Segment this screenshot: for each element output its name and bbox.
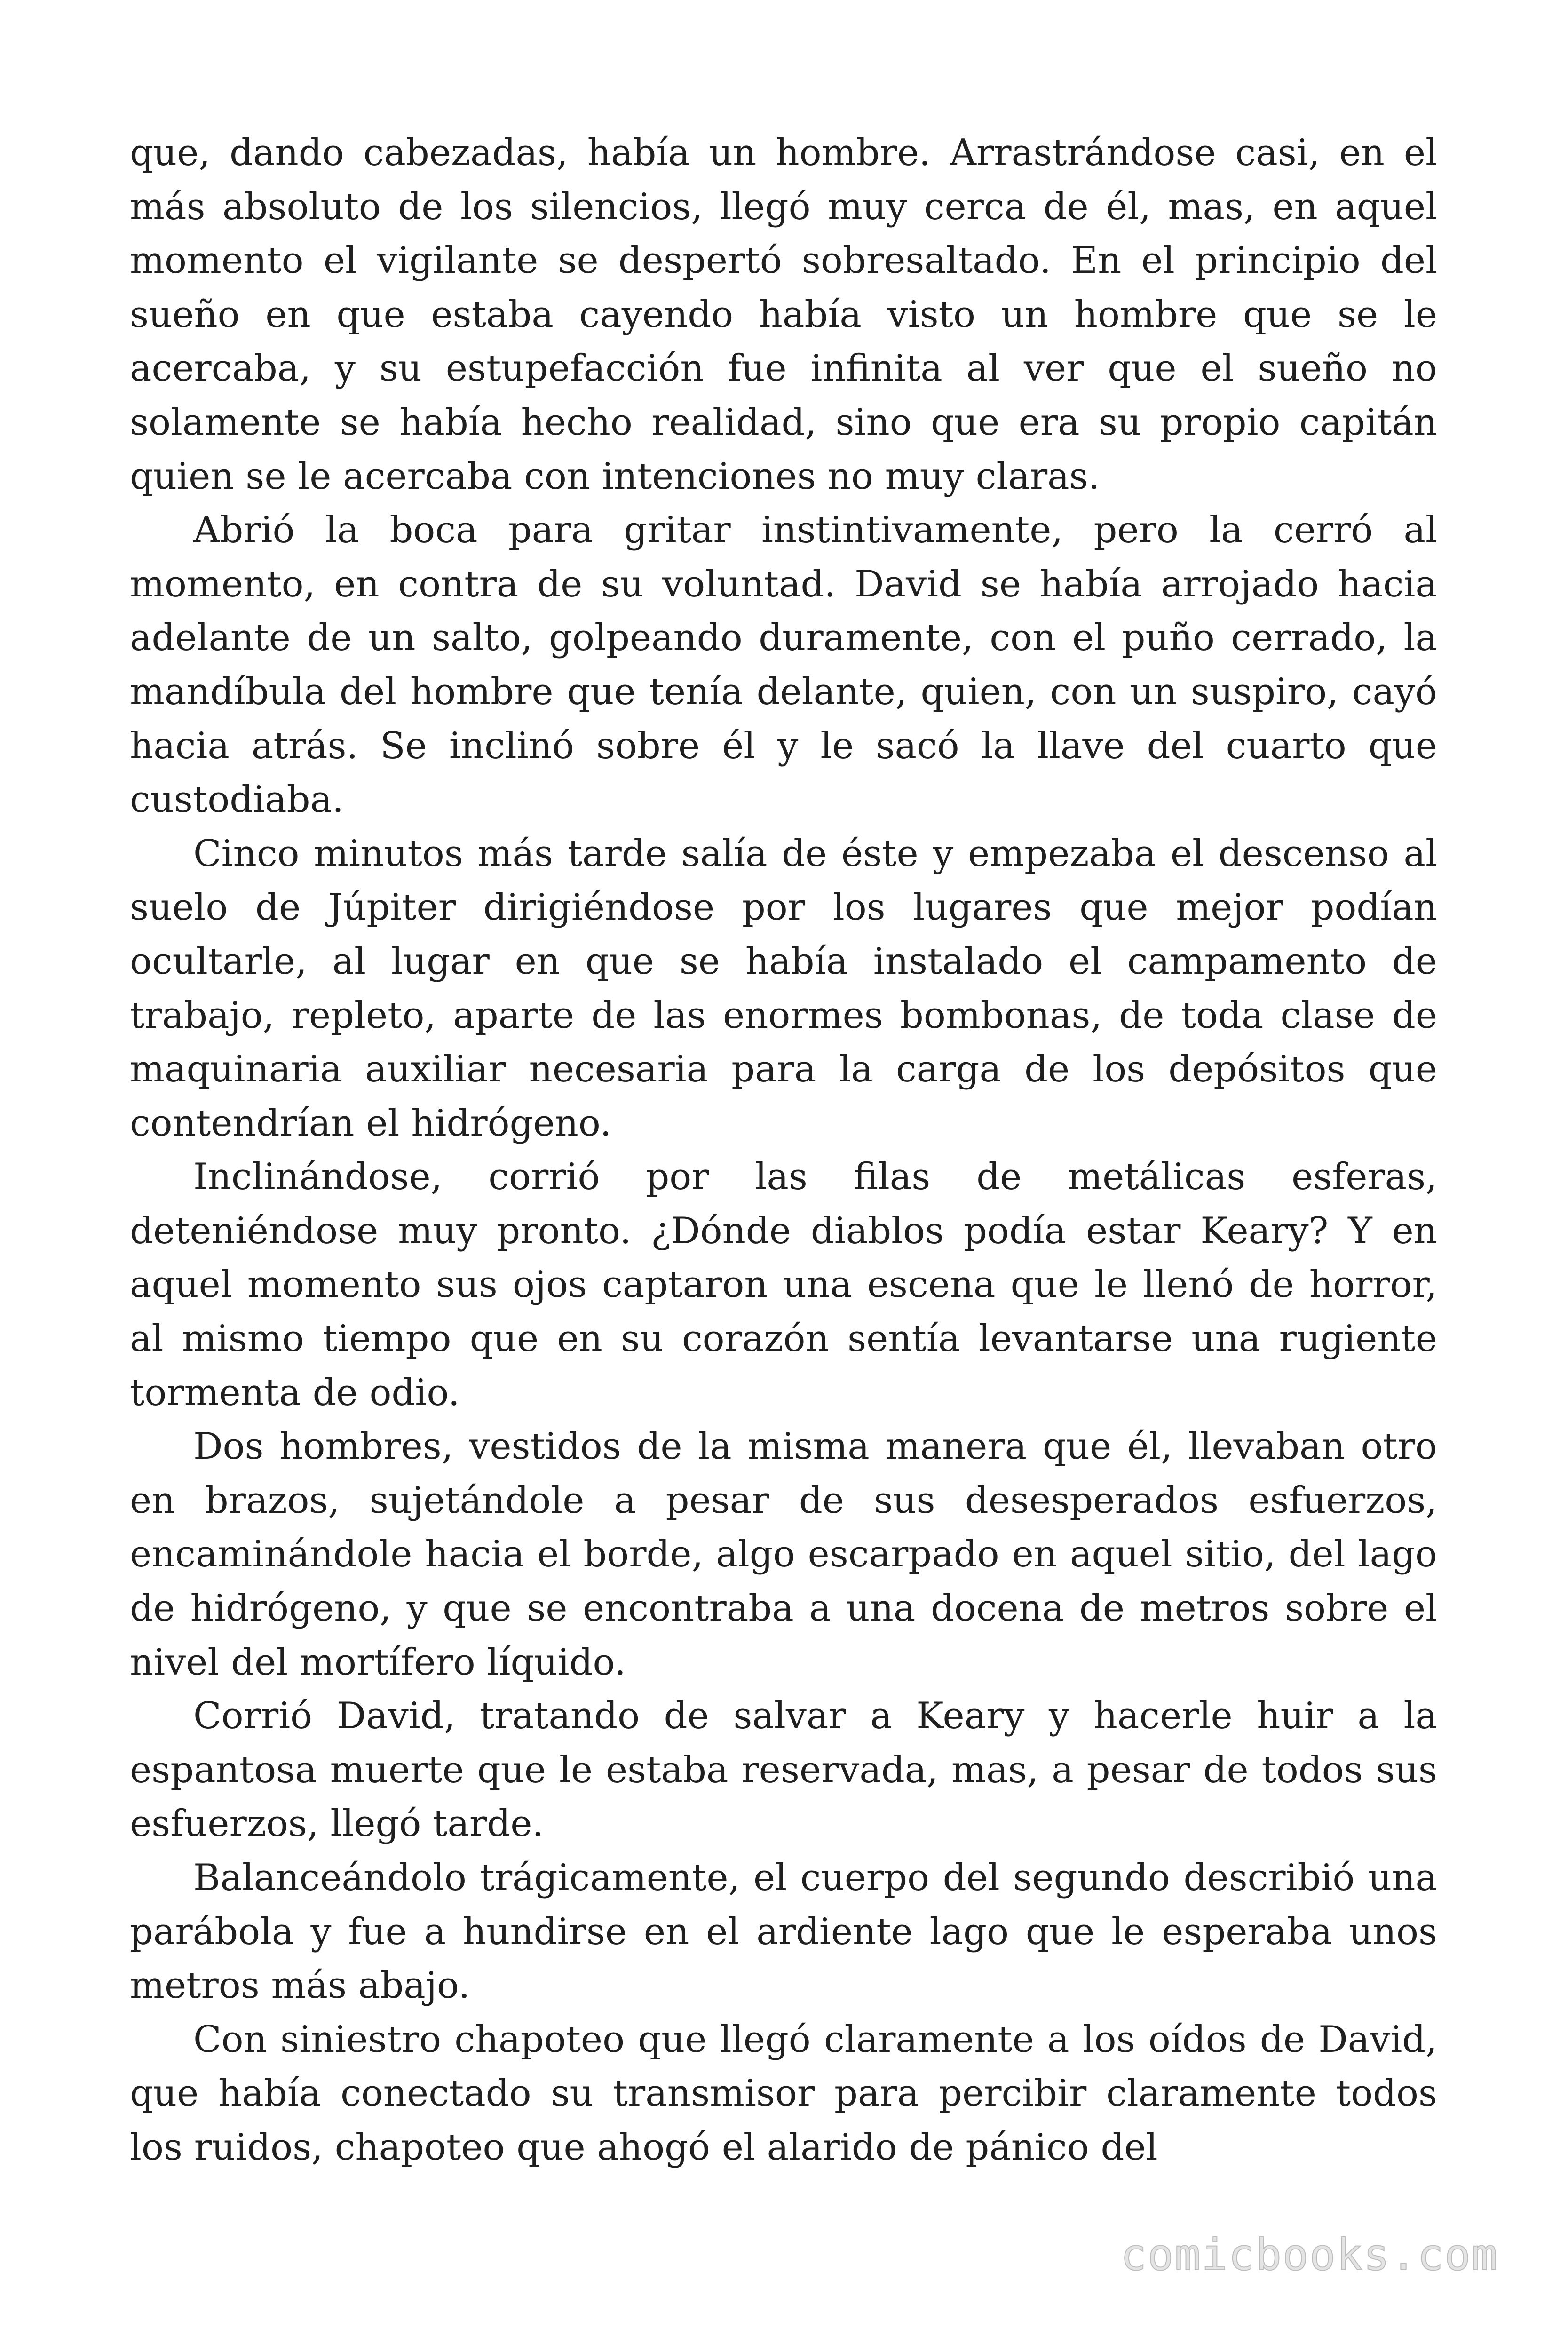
paragraph: Abrió la boca para gritar instintivamente, pero la cerró al momento, en contra de su voluntad. David se había arrojado hacia adelante de un salto, golpeando duramente, con el puño cerrado, la mandíbula del hombre que tenía delante, quien, con un suspiro, cayó hacia atrás. Se inclinó sobre él y le sacó la llave del cuarto que custodiaba. <box>130 509 1437 821</box>
paragraph: Inclinándose, corrió por las filas de metálicas esferas, deteniéndose muy pronto. ¿Dónde diablos podía estar Keary? Y en aquel momento sus ojos captaron una escena que le llenó de horror, al mismo tiempo que en su corazón sentía levantarse una rugiente tormenta de odio. <box>130 1156 1437 1414</box>
paragraph: Balanceándolo trágicamente, el cuerpo del segundo describió una parábola y fue a hundirse en el ardiente lago que le esperaba unos metros más abajo. <box>130 1857 1437 2007</box>
paragraph-continuation: que, dando cabezadas, había un hombre. Arrastrándose casi, en el más absoluto de los silencios, llegó muy cerca de él, mas, en aquel momento el vigilante se despertó sobresaltado. En el principio del sueño en que estaba cayendo había visto un hombre que se le acercaba, y su estupefacción fue infinita al ver que el sueño no solamente se había hecho realidad, sino que era su propio capitán quien se le acercaba con intenciones no muy claras. <box>130 132 1437 498</box>
paragraph: Con siniestro chapoteo que llegó claramente a los oídos de David, que había conectado su transmisor para percibir claramente todos los ruidos, chapoteo que ahogó el alarido de pánico del <box>130 2018 1437 2169</box>
paragraph: Corrió David, tratando de salvar a Keary y hacerle huir a la espantosa muerte que le estaba reservada, mas, a pesar de todos sus esfuerzos, llegó tarde. <box>130 1695 1437 1845</box>
watermark: comicbooks.com <box>1120 2230 1498 2280</box>
paragraph: Cinco minutos más tarde salía de éste y empezaba el descenso al suelo de Júpiter dirigiéndose por los lugares que mejor podían ocultarle, al lugar en que se había instalado el campamento de trabajo, repleto, aparte de las enormes bombonas, de toda clase de maquinaria auxiliar necesaria para la carga de los depósitos que contendrían el hidrógeno. <box>130 832 1437 1144</box>
body-text <box>130 126 1437 2175</box>
paragraph: Dos hombres, vestidos de la misma manera que él, llevaban otro en brazos, sujetándole a pesar de sus desesperados esfuerzos, encaminándole hacia el borde, algo escarpado en aquel sitio, del lago de hidrógeno, y que se encontraba a una docena de metros sobre el nivel del mortífero líquido. <box>130 1425 1437 1684</box>
